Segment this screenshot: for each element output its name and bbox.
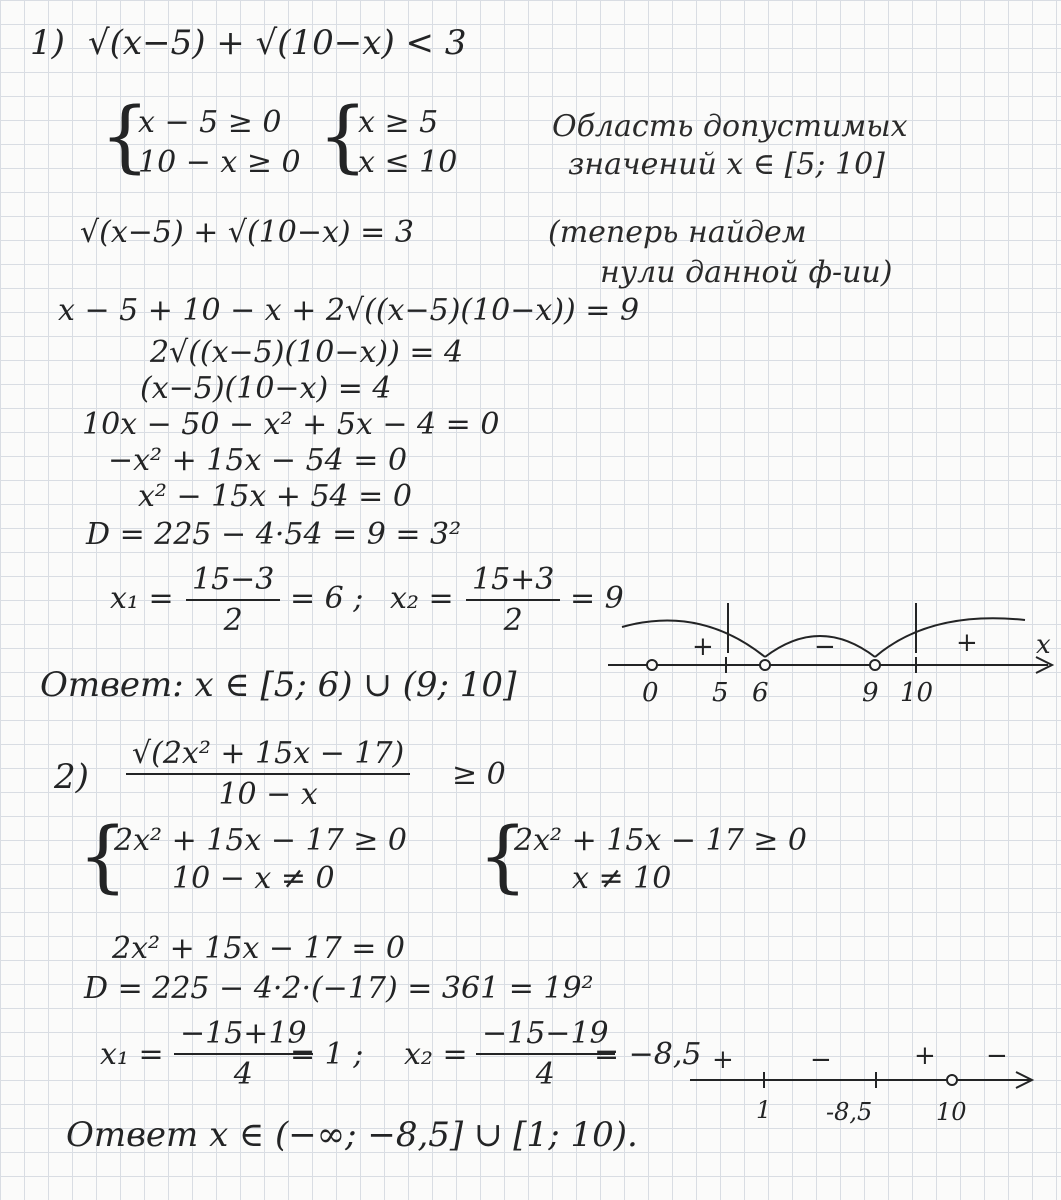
root-1-denominator: 2 [223,603,243,638]
root-3-label: x₁ = [100,1037,164,1072]
root-4-numerator: −15−19 [476,1016,615,1055]
problem-2-number: 2) [54,757,89,797]
sign-label: − [814,632,836,662]
number-line-2 [686,1040,1046,1140]
step-discriminant: D = 225 − 4·54 = 9 = 3² [86,517,462,552]
problem-2-fraction [126,736,410,812]
step-quadratic-neg: −x² + 15x − 54 = 0 [108,443,408,478]
root-3-numerator: −15+19 [174,1016,313,1055]
number-line-1 [600,595,1060,715]
root-1-value: = 6 ; [290,581,364,616]
point-open [647,660,657,670]
sign-arc [875,618,1025,657]
root-2-label: x₂ = [390,581,454,616]
problem-1-inequality: √(x−5) + √(10−x) < 3 [88,23,467,63]
root-2-denominator: 2 [503,603,523,638]
point-label: 1 [756,1096,772,1124]
step-squared: x − 5 + 10 − x + 2√((x−5)(10−x)) = 9 [58,293,640,328]
point-open [870,660,880,670]
system-1-line-2: 10 − x ≥ 0 [138,145,301,180]
system-brace: { [478,812,528,902]
root-1-numerator: 15−3 [186,562,280,601]
point-label: 0 [642,678,659,708]
answer-2: Ответ x ∈ (−∞; −8,5] ∪ [1; 10). [66,1115,638,1155]
root-4-denominator: 4 [535,1057,555,1092]
problem-2-numerator: √(2x² + 15x − 17) [126,736,410,775]
root-1-label: x₁ = [110,581,174,616]
root-1-fraction [186,562,280,638]
point-label: 6 [752,678,769,708]
system-2-line-1: x ≥ 5 [358,105,439,140]
step-2-discriminant: D = 225 − 4·2·(−17) = 361 = 19² [84,971,594,1006]
sign-label: + [692,632,714,662]
point-label: 9 [862,678,879,708]
root-2-value: = 9 [570,581,624,616]
system-brace: { [318,92,368,182]
problem-2-denominator: 10 − x [218,777,318,812]
sign-label: − [810,1045,832,1075]
system-3-line-1: 2x² + 15x − 17 ≥ 0 [114,823,408,858]
step-equation: √(x−5) + √(10−x) = 3 [80,215,414,250]
point-open [760,660,770,670]
point-label: 5 [712,678,729,708]
answer-1: Ответ: x ∈ [5; 6) ∪ (9; 10] [40,665,517,705]
root-2-numerator: 15+3 [466,562,560,601]
root-2-fraction [466,562,560,638]
root-3-value: = 1 ; [290,1037,364,1072]
system-1-line-1: x − 5 ≥ 0 [138,105,282,140]
step-quadratic: x² − 15x + 54 = 0 [138,479,412,514]
system-2-line-2: x ≤ 10 [358,145,458,180]
sign-label: + [956,628,978,658]
system-brace: { [100,92,150,182]
sign-label: + [914,1041,936,1071]
zeros-note-line-1: (теперь найдем [548,215,807,250]
zeros-note-line-2: нули данной ф-ии) [600,255,893,290]
axis-label: x [1036,630,1051,660]
sign-label: + [712,1045,734,1075]
root-3-denominator: 4 [233,1057,253,1092]
step-2-quadratic: 2x² + 15x − 17 = 0 [112,931,406,966]
domain-note-line-2: значений x ∈ [5; 10] [568,147,885,182]
step-product: (x−5)(10−x) = 4 [140,371,392,406]
domain-note-line-1: Область допустимых [552,109,908,144]
system-3-line-2: 10 − x ≠ 0 [172,861,335,896]
root-4-value: = −8,5 [594,1037,702,1072]
point-label: 10 [900,678,934,708]
point-open [947,1075,957,1085]
system-4-line-1: 2x² + 15x − 17 ≥ 0 [514,823,808,858]
step-expanded: 10x − 50 − x² + 5x − 4 = 0 [82,407,500,442]
problem-2-relation: ≥ 0 [452,757,506,792]
point-label: 10 [936,1098,967,1126]
point-label: -8,5 [826,1098,873,1126]
step-root-product: 2√((x−5)(10−x)) = 4 [150,335,464,370]
problem-1-number: 1) [30,23,65,63]
root-4-label: x₂ = [404,1037,468,1072]
sign-label: − [986,1041,1008,1071]
system-brace: { [78,812,128,902]
system-4-line-2: x ≠ 10 [572,861,672,896]
